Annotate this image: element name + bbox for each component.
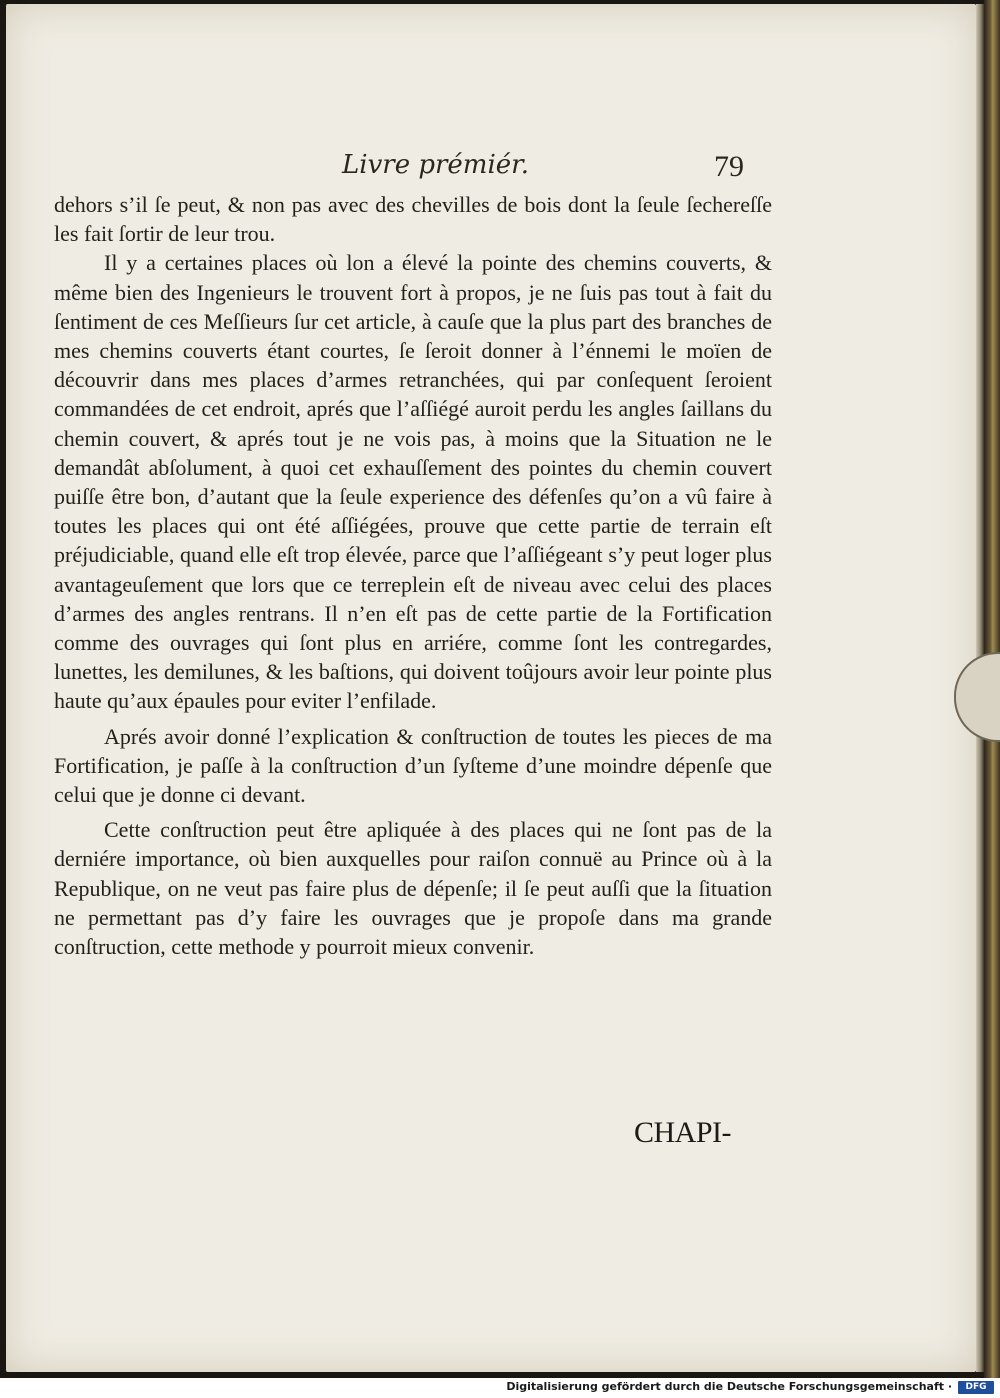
running-title: Livre prémiér.: [342, 150, 530, 180]
book-page: [6, 4, 976, 1372]
funding-credit: Digitalisierung gefördert durch die Deutsche Forschungsgemeinschaft ·: [506, 1380, 952, 1393]
digitization-footer: [0, 1378, 1000, 1398]
paragraph: dehors s’il ſe peut, & non pas avec des chevilles de bois dont la ſeule ſechereſſe les fait ſortir de leur trou.: [54, 192, 772, 247]
paragraph: Aprés avoir donné l’explication & conſtruction de toutes les pieces de ma Fortification, je paſſe à la conſtruction d’un ſyſteme d’une moindre dépenſe que celui que je donne ci devant.: [54, 723, 772, 808]
catchword: CHAPI-: [634, 1116, 732, 1149]
paragraph: Il y a certaines places où lon a élevé la pointe des chemins couverts, & même bien des Ingenieurs le trouvent fort à propos, je ne ſuis pas tout à fait du ſentiment de ces Meſſieurs ſur cet article, à cauſe que la plus part des branches de mes chemins couverts étant courtes, ſe ſeroit donner à l’énnemi le moïen de découvrir dans mes places d’armes retranchées, qui par conſequent ſeroient commandées de cet endroit, aprés que l’aſſiégé auroit perdu les angles ſaillans du chemin couvert, & aprés tout je ne vois pas, à moins que la Situation ne le demandât abſolument, à quoi cet exhauſſement des pointes du chemin couvert puiſſe être bon, d’autant que la ſeule experience des défenſes qu’on a vû faire à toutes les places qui ont été aſſiégées, prouve que cette partie de terrain eſt préjudiciable, quand elle eſt trop élevée, parce que l’aſſiégeant s’y peut loger plus avantageuſement que lors que ce terreplein eſt de niveau avec celui des places d’armes des angles rentrans. Il n’en eſt pas de cette partie de la Fortification comme des ouvrages qui ſont plus en arriére, comme ſont les contregardes, lunettes, les demilunes, & les baſtions, qui doivent toûjours avoir leur pointe plus haute qu’aux épaules pour eviter l’enfilade.: [54, 250, 772, 714]
dfg-logo: DFG: [958, 1381, 994, 1394]
body-text: [54, 190, 772, 961]
page-header: [6, 150, 976, 190]
page-number: 79: [714, 150, 744, 183]
paragraph: Cette conſtruction peut être apliquée à des places qui ne ſont pas de la derniére importance, où bien auxquelles pour raiſon connuë au Prince où à la Republique, on ne veut pas faire plus de dépenſe; il ſe peut auſſi que la ſituation ne permettant pas d’y faire les ouvrages que je propoſe dans ma grande conſtruction, cette methode y pourroit mieux convenir.: [54, 817, 772, 960]
